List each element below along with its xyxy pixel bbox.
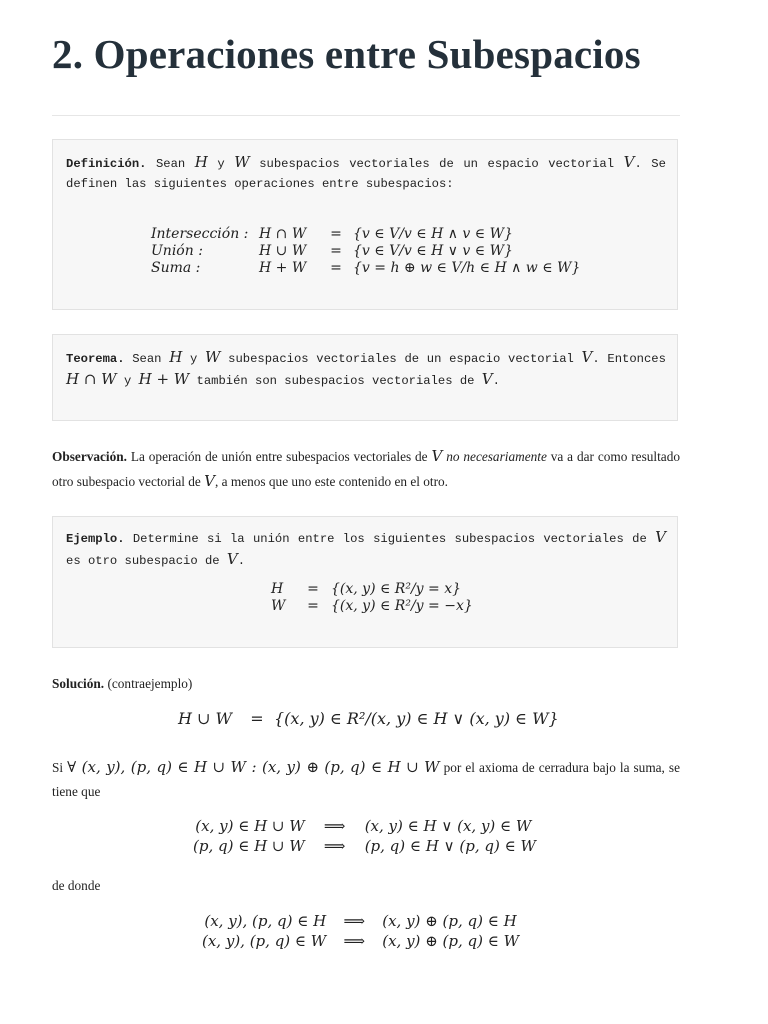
operation-rhs: {v = h ⊕ w ∈ V/h ∈ H ∧ w ∈ W} xyxy=(353,260,581,276)
consequence-paragraph xyxy=(52,874,680,898)
operation-label: Suma : xyxy=(151,260,201,276)
theorem-text-5: . xyxy=(492,374,500,388)
title-divider xyxy=(52,115,680,116)
theorem-y: y xyxy=(189,352,198,366)
example-v2: V xyxy=(226,550,238,568)
solution-eq: = xyxy=(250,709,264,728)
implication-rhs: (x, y) ⊕ (p, q) ∈ W xyxy=(382,932,519,950)
definition-text xyxy=(66,152,666,194)
theorem-v: V xyxy=(581,348,593,366)
operation-eq: = xyxy=(330,260,342,276)
observation-v: V xyxy=(431,447,443,465)
definition-box xyxy=(52,139,678,310)
observation-lead: Observación. xyxy=(52,449,127,464)
theorem-intersection: H ∩ W xyxy=(66,370,117,388)
operation-eq: = xyxy=(330,226,342,242)
implication-arrow: ⟹ xyxy=(343,932,365,950)
example-text xyxy=(66,527,666,571)
implication-rhs: (p, q) ∈ H ∨ (p, q) ∈ W xyxy=(364,837,536,855)
implication-arrow: ⟹ xyxy=(323,837,346,855)
implication-rhs: (x, y) ∈ H ∨ (x, y) ∈ W xyxy=(364,817,532,835)
implication-lhs: (x, y), (p, q) ∈ W xyxy=(202,932,327,950)
definition-text-2: subespacios vectoriales de un espacio vectorial xyxy=(259,157,615,171)
implication-rhs: (x, y) ⊕ (p, q) ∈ H xyxy=(382,912,517,930)
page-title: 2. Operaciones entre Subespacios xyxy=(52,31,641,77)
operation-rhs: {v ∈ V/v ∈ H ∧ v ∈ W} xyxy=(353,226,513,242)
implication-lhs: (x, y) ∈ H ∪ W xyxy=(195,817,305,835)
definition-v: V xyxy=(623,153,635,171)
consequence-text: de donde xyxy=(52,878,101,893)
solution-lhs: H ∪ W xyxy=(178,709,232,728)
set-rhs: {(x, y) ∈ R²/y = −x} xyxy=(331,598,473,614)
theorem-text-4: también son subespacios vectoriales de xyxy=(196,374,475,388)
example-sets xyxy=(271,581,473,614)
theorem-v2: V xyxy=(481,370,493,388)
solution-text: (contraejemplo) xyxy=(107,676,193,691)
definition-operations xyxy=(151,226,580,276)
implication-lhs: (x, y), (p, q) ∈ H xyxy=(204,912,327,930)
set-eq: = xyxy=(307,598,319,614)
set-eq: = xyxy=(307,581,319,597)
operation-lhs: H ∪ W xyxy=(259,243,307,259)
observation-text-3: , a menos que uno este contenido en el otro. xyxy=(214,474,448,489)
definition-lead: Definición. xyxy=(66,157,147,171)
closure-text-1: Si xyxy=(52,760,64,775)
example-text-2: es otro subespacio de xyxy=(66,554,220,568)
example-text-1: Determine si la unión entre los siguientes subespacios vectoriales de xyxy=(132,532,647,546)
consequence-implications xyxy=(202,912,519,950)
definition-text-3: . Se definen las siguientes operaciones entre subespacios: xyxy=(66,157,666,191)
observation-paragraph xyxy=(52,444,680,494)
operation-eq: = xyxy=(330,243,342,259)
theorem-h: H xyxy=(169,348,183,366)
observation-text-2: va a dar como resultado otro subespacio vectorial de xyxy=(52,449,680,489)
operation-rhs: {v ∈ V/v ∈ H ∨ v ∈ W} xyxy=(353,243,513,259)
closure-implications xyxy=(193,817,536,855)
theorem-box xyxy=(52,334,678,421)
example-text-3: . xyxy=(237,554,246,568)
definition-text-1: Sean xyxy=(155,157,186,171)
example-v: V xyxy=(655,528,666,546)
implication-lhs: (p, q) ∈ H ∪ W xyxy=(193,837,305,855)
theorem-text-2: subespacios vectoriales de un espacio vectorial xyxy=(228,352,574,366)
theorem-text xyxy=(66,347,666,391)
example-lead: Ejemplo. xyxy=(66,532,125,546)
definition-w: W xyxy=(234,153,250,171)
operation-label: Intersección : xyxy=(151,226,249,242)
observation-v2: V xyxy=(204,472,215,490)
example-box xyxy=(52,516,678,648)
theorem-y2: y xyxy=(123,374,132,388)
set-lhs: W xyxy=(271,598,286,614)
definition-y: y xyxy=(217,157,225,171)
closure-condition: ∀ (x, y), (p, q) ∈ H ∪ W : (x, y) ⊕ (p, q) ∈ H ∪ W xyxy=(67,758,440,776)
set-lhs: H xyxy=(271,581,284,597)
solution-paragraph xyxy=(52,672,680,696)
solution-lead: Solución. xyxy=(52,676,105,691)
theorem-lead: Teorema. xyxy=(66,352,125,366)
operation-lhs: H + W xyxy=(259,260,307,276)
closure-text-2: por el axioma de cerradura bajo la suma, se tiene que xyxy=(52,760,680,799)
observation-text-1: La operación de unión entre subespacios vectoriales de xyxy=(130,449,428,464)
observation-emphasis: no necesariamente xyxy=(446,449,547,464)
operation-lhs: H ∩ W xyxy=(259,226,307,242)
solution-rhs: {(x, y) ∈ R²/(x, y) ∈ H ∨ (x, y) ∈ W} xyxy=(274,709,559,728)
theorem-text-1: Sean xyxy=(132,352,162,366)
definition-h: H xyxy=(194,153,208,171)
theorem-text-3: . Entonces xyxy=(592,352,666,366)
solution-equation xyxy=(178,709,559,728)
set-rhs: {(x, y) ∈ R²/y = x} xyxy=(331,581,462,597)
operation-label: Unión : xyxy=(151,243,203,259)
implication-arrow: ⟹ xyxy=(323,817,346,835)
closure-paragraph xyxy=(52,755,680,804)
theorem-w: W xyxy=(205,348,221,366)
implication-arrow: ⟹ xyxy=(343,912,365,930)
theorem-sum: H + W xyxy=(138,370,190,388)
